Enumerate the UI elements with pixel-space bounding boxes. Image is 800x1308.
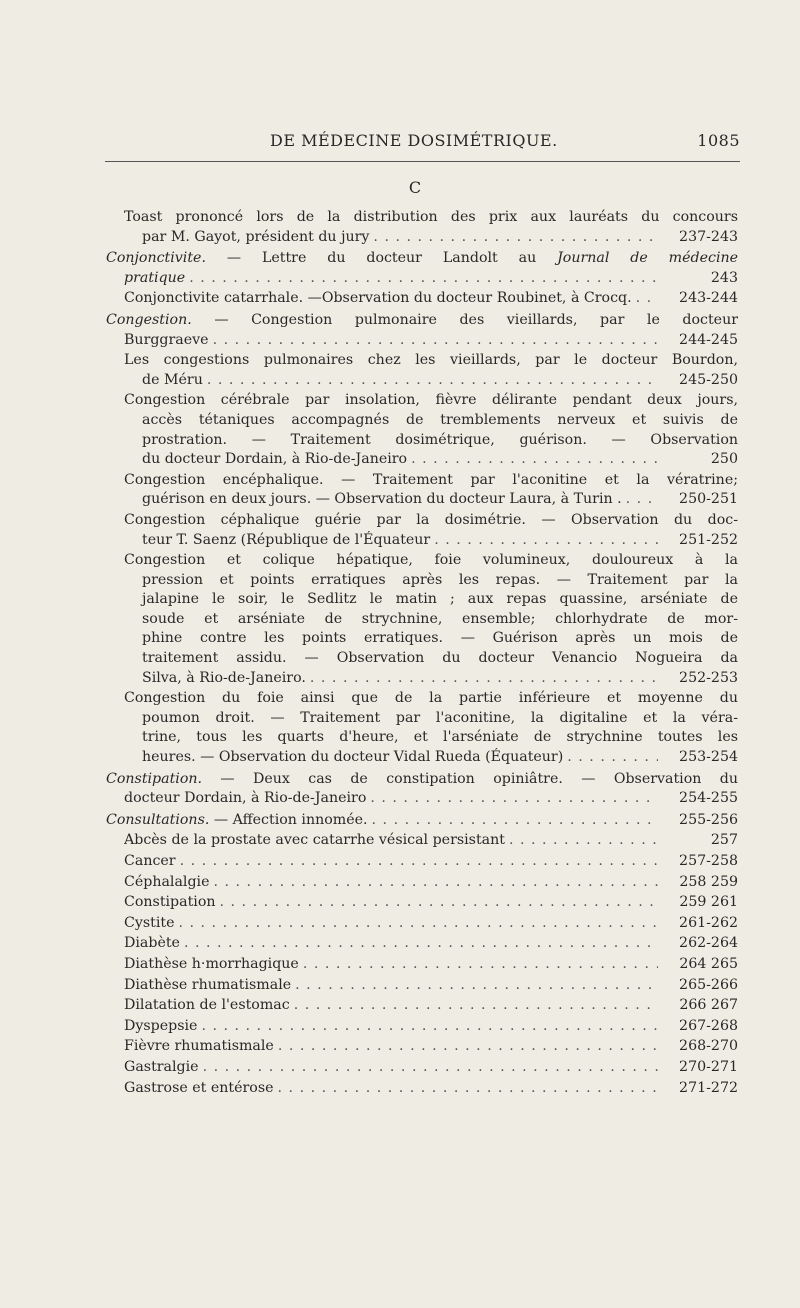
entry-text: heures. — Observation du docteur Vidal Rueda (Équateur) [142, 749, 564, 766]
entry-last-line [106, 331, 738, 351]
page-number: 1085 [697, 131, 740, 150]
header-rule [105, 161, 740, 162]
dot-leader [180, 852, 658, 872]
dot-leader [295, 976, 658, 996]
entry-term: Constipation. [106, 770, 203, 787]
entry-line: Congestion cérébrale par insolation, fièvre délirante pendant deux jours, [124, 392, 738, 409]
entry-last-line [124, 450, 738, 470]
entry-text: Fièvre rhumatismale [124, 1038, 274, 1055]
index-entry [124, 1037, 738, 1057]
entry-line: prostration. — Traitement dosimétrique, guérison. — Observation [142, 431, 738, 448]
entry-last-line [124, 831, 738, 851]
index-entry [106, 770, 738, 809]
dot-leader [213, 331, 658, 351]
entry-term: Congestion. [106, 311, 192, 328]
entry-last-line [106, 789, 738, 809]
dot-leader [213, 873, 658, 893]
entry-term: Conjonctivite. [106, 250, 206, 267]
dot-leader [189, 269, 658, 289]
page-range: 244-245 [679, 331, 738, 348]
entry-term: Consultations. [106, 811, 210, 828]
entry-text: Constipation [124, 894, 216, 911]
entry-text: du docteur Dordain, à Rio-de-Janeiro [142, 451, 408, 468]
page-range: 245-250 [679, 371, 738, 388]
page-range: 250 [710, 451, 738, 468]
entry-line: Toast prononcé lors de la distribution des prix aux lauréats du concours [124, 209, 738, 225]
index-entry [124, 955, 738, 975]
page-range: 257-258 [679, 853, 738, 869]
page-range: 251-252 [679, 531, 738, 548]
index-entry [124, 551, 738, 688]
entry-text: Cystite [124, 914, 175, 931]
index-entry [124, 831, 738, 851]
entry-line: Les congestions pulmonaires chez les vieillards, par le docteur Bourdon, [124, 352, 738, 369]
page-range: 271-272 [679, 1079, 738, 1096]
entry-last-line [124, 996, 738, 1016]
entry-text: Cancer [124, 853, 176, 869]
dot-leader [567, 748, 658, 768]
page-range: 270-271 [679, 1058, 738, 1075]
dot-leader [179, 914, 659, 934]
dot-leader [294, 996, 658, 1016]
entry-text: — Lettre du docteur Landolt au [226, 250, 537, 267]
entry-line: Congestion encéphalique. — Traitement par l'aconitine et la vératrine; [124, 471, 738, 488]
page-range: 264 265 [679, 955, 738, 972]
index-entry [124, 689, 738, 767]
index-entry [124, 934, 738, 954]
entry-last-line [124, 371, 738, 391]
entry-last-line [124, 914, 738, 934]
entry-last-line [124, 955, 738, 975]
index-entry [106, 249, 738, 288]
entry-text: — Affection innomée. [213, 811, 368, 828]
index-entry [124, 914, 738, 934]
entry-line [106, 311, 738, 331]
index-entry [124, 1058, 738, 1078]
entry-text: Abcès de la prostate avec catarrhe vésical persistant [124, 832, 505, 849]
page-range: 250-251 [679, 491, 738, 508]
entry-last-line [124, 1058, 738, 1078]
page-range: 265-266 [679, 976, 738, 993]
entry-text: Céphalalgie [124, 873, 210, 890]
index-entry [124, 893, 738, 913]
journal-title: Journal de médecine [557, 250, 738, 267]
dot-leader [207, 371, 658, 391]
entry-text: de Méru [142, 371, 203, 388]
entry-text: — Deux cas de constipation opiniâtre. — Observation du [220, 770, 738, 787]
dot-leader [434, 531, 658, 551]
page-range: 237-243 [679, 228, 738, 245]
entry-line: Congestion du foie ainsi que de la partie inférieure et moyenne du [124, 690, 738, 707]
index-entry [124, 873, 738, 893]
entry-last-line [124, 1017, 738, 1037]
page-range: 262-264 [679, 935, 738, 952]
section-letter: C [408, 178, 422, 197]
index-entry [124, 351, 738, 390]
page-range: 254-255 [679, 790, 738, 807]
entry-line [106, 249, 738, 269]
index-entry [124, 996, 738, 1016]
entry-last-line [124, 289, 738, 309]
index-entry [124, 1017, 738, 1037]
entry-line: jalapine le soir, le Sedlitz le matin ; aux repas quassine, arséniate de [142, 591, 738, 608]
entry-line: trine, tous les quarts d'heure, et l'arséniate de strychnine toutes les [142, 729, 738, 746]
dot-leader [370, 789, 658, 809]
dot-leader [278, 1079, 658, 1099]
entry-text: Diathèse h·morrhagique [124, 955, 299, 972]
dot-leader [310, 669, 658, 689]
entry-line: accès tétaniques accompagnés de tremblements nerveux et suivis de [142, 411, 738, 428]
entry-text: docteur Dordain, à Rio-de-Janeiro [124, 790, 367, 807]
entry-line: pression et points erratiques après les repas. — Traitement par la [142, 571, 738, 588]
index-entries [106, 208, 738, 1099]
page-range: 243 [710, 269, 738, 286]
dot-leader [373, 228, 658, 248]
index-entry [124, 391, 738, 469]
page-range: 258 259 [679, 873, 738, 890]
entry-text: Diabète [124, 935, 180, 952]
dot-leader [372, 811, 658, 831]
entry-last-line [124, 852, 738, 872]
entry-text: Gastralgie [124, 1058, 199, 1075]
dot-leader [220, 893, 658, 913]
entry-text: Dyspepsie [124, 1017, 198, 1034]
entry-text: pratique [124, 269, 186, 286]
entry-line: Congestion céphalique guérie par la dosimétrie. — Observation du doc- [124, 511, 738, 528]
dot-leader [278, 1037, 658, 1057]
entry-last-line [106, 811, 738, 831]
entry-text: — Congestion pulmonaire des vieillards, par le docteur [214, 311, 738, 328]
index-entry [124, 1079, 738, 1099]
entry-last-line [106, 269, 738, 289]
page-range: 268-270 [679, 1038, 738, 1055]
page-range: 252-253 [679, 669, 738, 686]
index-entry [106, 811, 738, 831]
page-range: 253-254 [679, 749, 738, 766]
entry-line: traitement assidu. — Observation du docteur Venancio Nogueira da [142, 650, 738, 667]
entry-line: Congestion et colique hépatique, foie volumineux, douloureux à la [124, 552, 738, 569]
index-entry [106, 311, 738, 350]
entry-last-line [124, 748, 738, 768]
entry-line: phine contre les points erratiques. — Guérison après un mois de [142, 630, 738, 647]
dot-leader [411, 450, 658, 470]
entry-last-line [124, 934, 738, 954]
page-range: 266 267 [679, 997, 738, 1014]
dot-leader [203, 1058, 658, 1078]
page-range: 267-268 [679, 1017, 738, 1034]
index-entry [124, 976, 738, 996]
index-entry [124, 511, 738, 550]
entry-last-line [124, 873, 738, 893]
entry-last-line [124, 1079, 738, 1099]
running-title: DE MÉDECINE DOSIMÉTRIQUE. [270, 131, 558, 150]
page-range: 257 [710, 832, 738, 849]
index-entry [124, 289, 738, 309]
dot-leader [303, 955, 658, 975]
dot-leader [509, 831, 658, 851]
index-entry [124, 208, 738, 247]
entry-last-line [124, 893, 738, 913]
entry-last-line [124, 531, 738, 551]
entry-text: Diathèse rhumatismale [124, 976, 292, 993]
entry-text-wrap [106, 811, 368, 831]
entry-last-line [124, 490, 738, 510]
entry-text: Silva, à Rio-de-Janeiro. [142, 669, 306, 686]
entry-last-line [124, 976, 738, 996]
dot-leader [201, 1017, 658, 1037]
entry-text: Dilatation de l'estomac [124, 997, 290, 1014]
entry-last-line [124, 1037, 738, 1057]
page-range: 243-244 [679, 290, 738, 307]
entry-text: Conjonctivite catarrhale. —Observation du docteur Roubinet, à Crocq. [124, 290, 632, 307]
entry-last-line [124, 228, 738, 248]
page-range: 261-262 [679, 914, 738, 931]
index-entry [124, 852, 738, 872]
index-entry [124, 471, 738, 510]
entry-line: poumon droit. — Traitement par l'aconitine, la digitaline et la véra- [142, 709, 738, 726]
page-header [100, 131, 740, 153]
entry-text: Burggraeve [124, 331, 209, 348]
dot-leader [626, 490, 658, 510]
page-range: 259 261 [679, 894, 738, 911]
entry-last-line [124, 669, 738, 689]
entry-text: Gastrose et entérose [124, 1079, 274, 1096]
dot-leader [636, 289, 658, 309]
page-range: 255-256 [679, 811, 738, 828]
entry-text: par M. Gayot, président du jury [142, 228, 370, 245]
entry-text: teur T. Saenz (République de l'Équateur [142, 531, 431, 548]
entry-text: guérison en deux jours. — Observation du docteur Laura, à Turin . [142, 491, 622, 508]
entry-line [106, 770, 738, 790]
entry-line: soude et arséniate de strychnine, ensemble; chlorhydrate de mor- [142, 610, 738, 627]
dot-leader [184, 934, 658, 954]
